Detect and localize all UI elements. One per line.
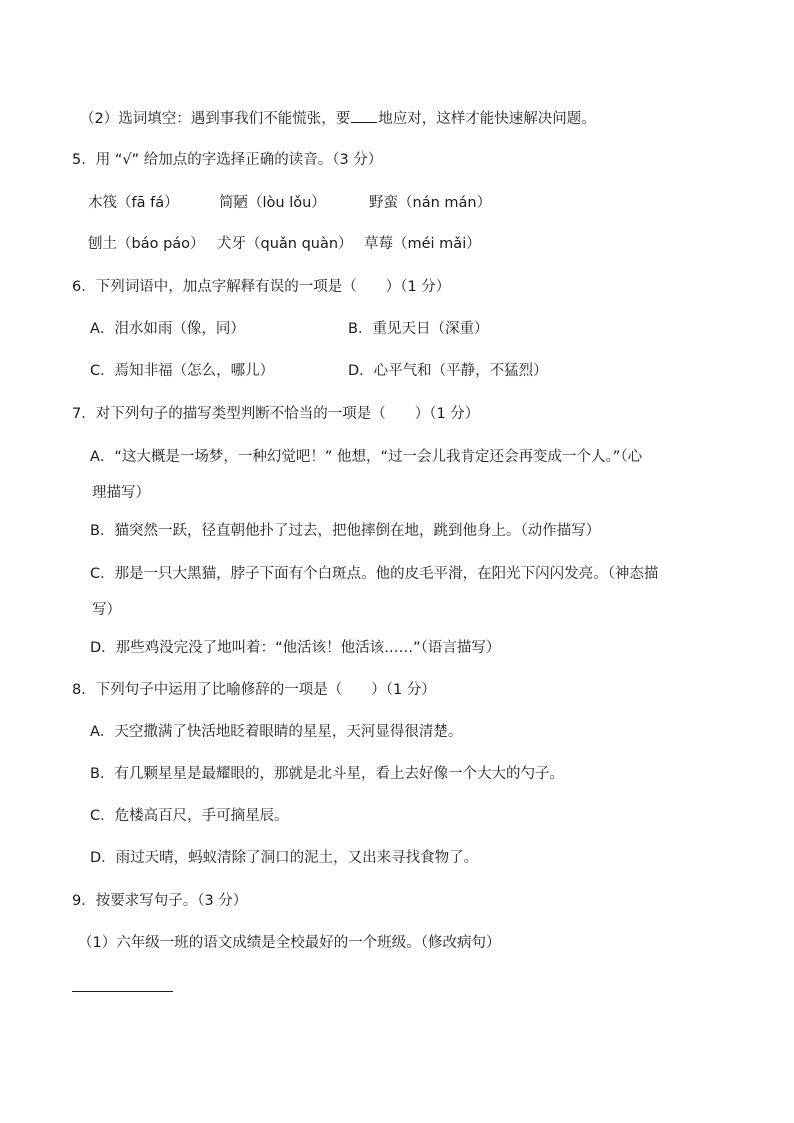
question-9-title: 9．按要求写句子。（3 分） bbox=[72, 893, 248, 909]
question-7-title: 7．对下列句子的描写类型判断不恰当的一项是（ ）（1 分） bbox=[72, 406, 480, 422]
q7-option-c[interactable]: C．那是一只大黑猫，脖子下面有个白斑点。他的皮毛平滑，在阳光下闪闪发亮。（神态描 bbox=[90, 566, 659, 582]
q7-option-b[interactable]: B．猫突然一跃，径直朝他扑了过去，把他摔倒在地，跳到他身上。（动作描写） bbox=[90, 523, 601, 539]
answer-line[interactable] bbox=[72, 991, 173, 992]
q6-option-d[interactable]: D．心平气和（平静，不猛烈） bbox=[348, 363, 548, 379]
fill-blank-prompt: （2）选词填空：遇到事我们不能慌张，要 bbox=[80, 111, 351, 127]
question-8-title: 8．下列句子中运用了比喻修辞的一项是（ ）（1 分） bbox=[72, 682, 436, 698]
q9-part-1: （1）六年级一班的语文成绩是全校最好的一个班级。（修改病句） bbox=[78, 935, 501, 951]
pinyin-item-quanya[interactable]: 犬牙（quǎn quàn） bbox=[217, 236, 353, 252]
q7-option-a-cont: 理描写） bbox=[92, 485, 150, 501]
q7-option-d[interactable]: D．那些鸡没完没了地叫着：“他活该！他活该……”（语言描写） bbox=[90, 640, 501, 656]
question-4-part-2 bbox=[80, 108, 596, 129]
pinyin-item-caomei[interactable]: 草莓（méi mǎi） bbox=[364, 236, 481, 252]
question-6-title: 6．下列词语中，加点字解释有误的一项是（ ）（1 分） bbox=[72, 279, 451, 295]
q6-option-a[interactable]: A．泪水如雨（像，同） bbox=[90, 321, 245, 337]
pinyin-item-paotu[interactable]: 刨土（báo páo） bbox=[88, 236, 205, 252]
q7-option-c-cont: 写） bbox=[92, 602, 121, 618]
pinyin-item-jianlou[interactable]: 简陋（lòu lǒu） bbox=[219, 195, 326, 211]
fill-blank-rest: 地应对，这样才能快速解决问题。 bbox=[378, 111, 596, 127]
q8-option-d[interactable]: D．雨过天晴，蚂蚁清除了洞口的泥土，又出来寻找食物了。 bbox=[90, 850, 479, 866]
fill-blank-line[interactable] bbox=[351, 108, 377, 123]
pinyin-item-yeman[interactable]: 野蛮（nán mán） bbox=[369, 195, 492, 211]
q6-option-b[interactable]: B．重见天日（深重） bbox=[348, 321, 489, 337]
q8-option-a[interactable]: A．天空撒满了快活地眨着眼睛的星星，天河显得很清楚。 bbox=[90, 724, 463, 740]
question-5-title: 5．用 “√” 给加点的字选择正确的读音。（3 分） bbox=[72, 152, 383, 168]
q8-option-c[interactable]: C．危楼高百尺，手可摘星辰。 bbox=[90, 808, 289, 824]
q6-option-c[interactable]: C．焉知非福（怎么，哪儿） bbox=[90, 363, 275, 379]
q7-option-a[interactable]: A．“这大概是一场梦，一种幻觉吧！” 他想，“过一会儿我肯定还会再变成一个人。”（心 bbox=[90, 449, 643, 465]
pinyin-item-mufa[interactable]: 木筏（fā fá） bbox=[88, 195, 179, 211]
q8-option-b[interactable]: B．有几颗星星是最耀眼的，那就是北斗星，看上去好像一个大大的勺子。 bbox=[90, 766, 564, 782]
